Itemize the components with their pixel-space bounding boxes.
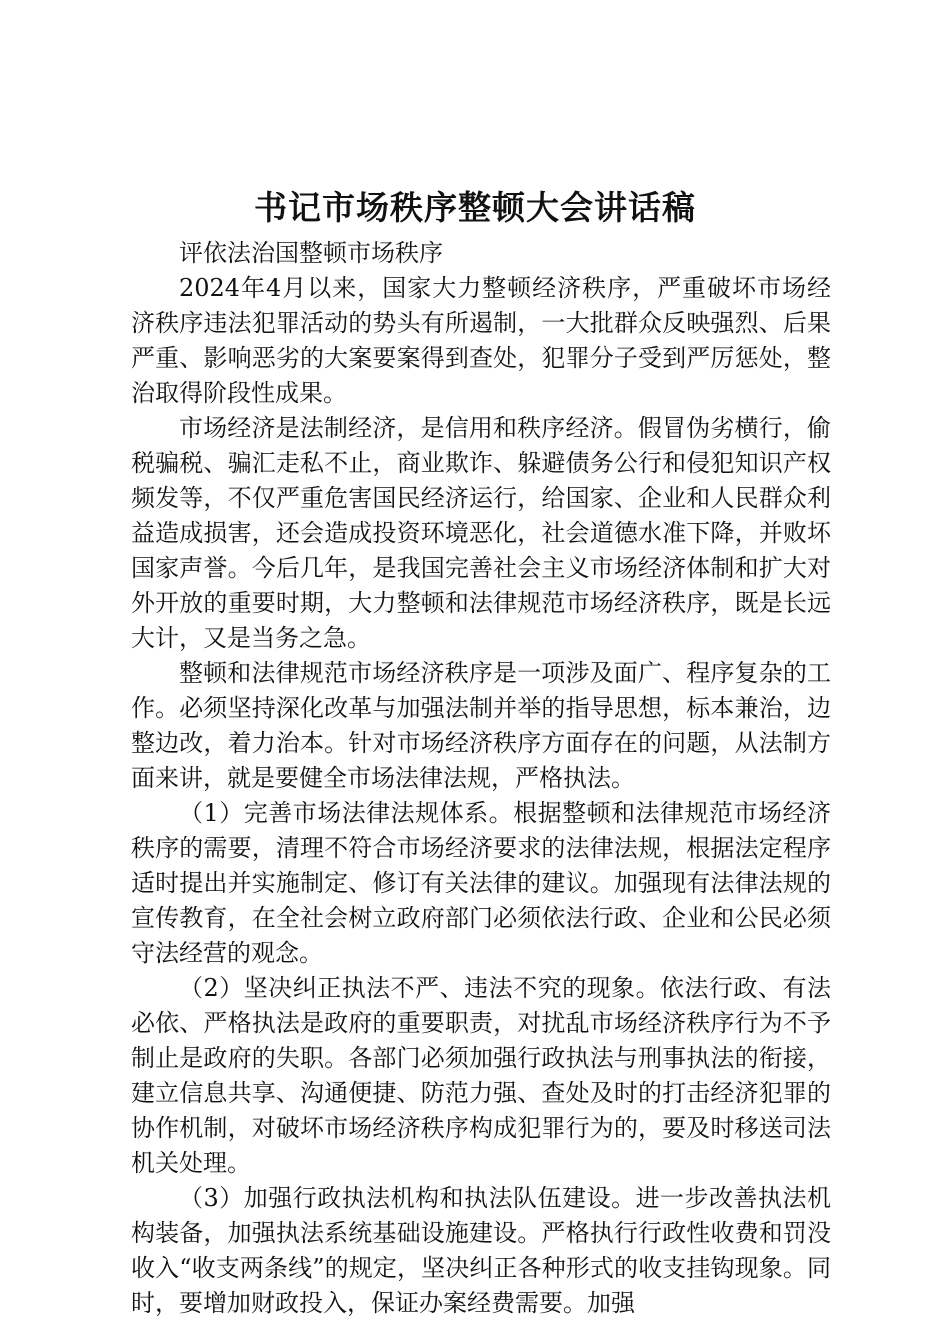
document-body [131,236,831,1321]
paragraph-2: 市场经济是法制经济，是信用和秩序经济。假冒伪劣横行，偷税骗税、骗汇走私不止，商业欺诈、躲避债务公行和侵犯知识产权频发等，不仅严重危害国民经济运行，给国家、企业和人民群众利益造成损害，还会造成投资环境恶化，社会道德水准下降，并败坏国家声誉。今后几年，是我国完善社会主义市场经济体制和扩大对外开放的重要时期，大力整顿和法律规范市场经济秩序，既是长远大计，又是当务之急。 [131,414,831,652]
paragraph-6: （3）加强行政执法机构和执法队伍建设。进一步改善执法机构装备，加强执法系统基础设施建设。严格执行行政性收费和罚没收入“收支两条线”的规定，坚决纠正各种形式的收支挂钩现象。同时，要增加财政投入，保证办案经费需要。加强 [131,1184,831,1317]
document-title: 书记市场秩序整顿大会讲话稿 [254,188,696,227]
paragraph-1: 2024年4月以来，国家大力整顿经济秩序，严重破坏市场经济秩序违法犯罪活动的势头有所遏制，一大批群众反映强烈、后果严重、影响恶劣的大案要案得到查处，犯罪分子受到严厉惩处，整治取得阶段性成果。 [131,274,831,407]
paragraph-4: （1）完善市场法律法规体系。根据整顿和法律规范市场经济秩序的需要，清理不符合市场经济要求的法律法规，根据法定程序适时提出并实施制定、修订有关法律的建议。加强现有法律法规的宣传教育，在全社会树立政府部门必须依法行政、企业和公民必须守法经营的观念。 [131,799,831,967]
paragraph-3: 整顿和法律规范市场经济秩序是一项涉及面广、程序复杂的工作。必须坚持深化改革与加强法制并举的指导思想，标本兼治，边整边改，着力治本。针对市场经济秩序方面存在的问题，从法制方面来讲，就是要健全市场法律法规，严格执法。 [131,659,831,792]
paragraph-5: （2）坚决纠正执法不严、违法不究的现象。依法行政、有法必依、严格执法是政府的重要职责，对扰乱市场经济秩序行为不予制止是政府的失职。各部门必须加强行政执法与刑事执法的衔接，建立信息共享、沟通便捷、防范力强、查处及时的打击经济犯罪的协作机制，对破坏市场经济秩序构成犯罪行为的，要及时移送司法机关处理。 [131,974,831,1177]
document-subtitle: 评依法治国整顿市场秩序 [179,239,443,267]
